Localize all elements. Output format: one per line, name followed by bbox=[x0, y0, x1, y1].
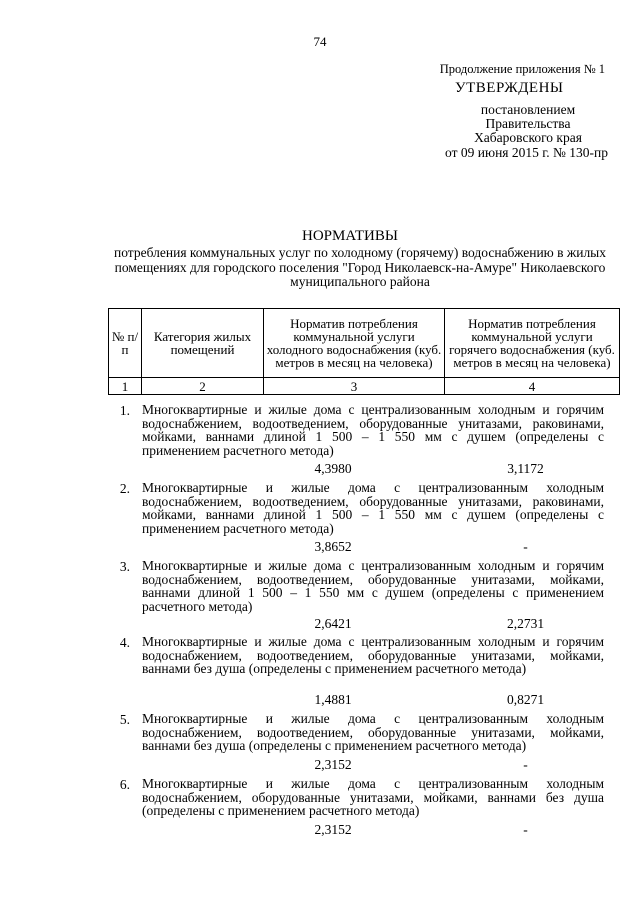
column-number-cell: 2 bbox=[142, 378, 264, 395]
row-hot-value: - bbox=[523, 757, 528, 772]
row-cold-value: 4,3980 bbox=[314, 461, 352, 476]
document-subtitle: потребления коммунальных услуг по холодному (горячему) водоснабжению в жилых помещениях для городского поселения "Город Николаевск-на-Амуре" Николаевского муниципального района bbox=[114, 245, 606, 289]
row-hot-value: - bbox=[523, 539, 528, 554]
header-cell-category: Категория жилых помещений bbox=[142, 309, 264, 378]
row-number: 1. bbox=[119, 403, 130, 418]
table-header-row bbox=[109, 309, 620, 378]
approved-heading: УТВЕРЖДЕНЫ bbox=[455, 80, 564, 96]
approved-by-line-1: постановлением bbox=[480, 102, 576, 117]
page-number: 74 bbox=[313, 34, 327, 49]
header-cell-cold-norm: Норматив потребления коммунальной услуги холодного водоснабжения (куб. метров в месяц на человека) bbox=[264, 309, 445, 378]
table-column-numbers-row bbox=[109, 378, 620, 395]
row-cold-value: 2,3152 bbox=[314, 822, 352, 837]
row-number: 5. bbox=[119, 712, 130, 727]
row-description: Многоквартирные и жилые дома с централизованным холодным водоснабжением, водоотведением, оборудованные унитазами, мойками, ваннами без душа (определены с применением расчетного метода) bbox=[142, 711, 604, 753]
row-cold-value: 2,3152 bbox=[314, 757, 352, 772]
row-hot-value: 0,8271 bbox=[506, 692, 545, 707]
row-cold-value: 3,8652 bbox=[314, 539, 352, 554]
row-cold-value: 2,6421 bbox=[314, 616, 352, 631]
appendix-label: Продолжение приложения № 1 bbox=[439, 62, 605, 76]
norms-table-header bbox=[108, 308, 620, 395]
row-number: 2. bbox=[119, 481, 130, 496]
row-hot-value: 2,2731 bbox=[506, 616, 545, 631]
row-number: 4. bbox=[119, 635, 130, 650]
header-cell-number: № п/п bbox=[109, 309, 142, 378]
row-description: Многоквартирные и жилые дома с централизованным холодным и горячим водоснабжением, водоотведением, оборудованные унитазами, мойками, ваннами без душа (определены с применением расчетного метода) bbox=[142, 634, 604, 676]
column-number-cell: 1 bbox=[109, 378, 142, 395]
row-description: Многоквартирные и жилые дома с централизованным холодным и горячим водоснабжением, водоотведением, оборудованные унитазами, мойками, ваннами длиной 1 500 – 1 550 мм с душем (определены с применением расчетного метода) bbox=[142, 558, 604, 614]
row-description: Многоквартирные и жилые дома с централизованным холодным водоснабжением, оборудованные унитазами, мойками, ваннами без душа (определены с применением расчетного метода) bbox=[142, 776, 604, 818]
approved-by-line-3: Хабаровского края bbox=[474, 130, 582, 145]
approved-date: от 09 июня 2015 г. № 130-пр bbox=[445, 145, 608, 160]
row-hot-value: - bbox=[523, 822, 528, 837]
row-description: Многоквартирные и жилые дома с централизованным холодным водоснабжением, водоотведением, оборудованные унитазами, раковинами, мойками, ваннами длиной 1 500 – 1 550 мм с душем (определены с применением расчетного метода) bbox=[142, 480, 604, 536]
approved-by-line-2: Правительства bbox=[485, 116, 571, 131]
row-hot-value: 3,1172 bbox=[507, 461, 544, 476]
approved-by-block bbox=[448, 103, 608, 145]
row-number: 3. bbox=[119, 559, 130, 574]
row-cold-value: 1,4881 bbox=[314, 692, 352, 707]
row-description: Многоквартирные и жилые дома с централизованным холодным и горячим водоснабжением, водоотведением, оборудованные унитазами, раковинами, мойками, ваннами длиной 1 500 – 1 550 мм с душем (определены с применением расчетного метода) bbox=[142, 402, 604, 458]
column-number-cell: 4 bbox=[445, 378, 620, 395]
column-number-cell: 3 bbox=[264, 378, 445, 395]
header-cell-hot-norm: Норматив потребления коммунальной услуги горячего водоснабжения (куб. метров в месяц на человека) bbox=[445, 309, 620, 378]
document-title: НОРМАТИВЫ bbox=[302, 228, 398, 244]
row-number: 6. bbox=[119, 777, 130, 792]
